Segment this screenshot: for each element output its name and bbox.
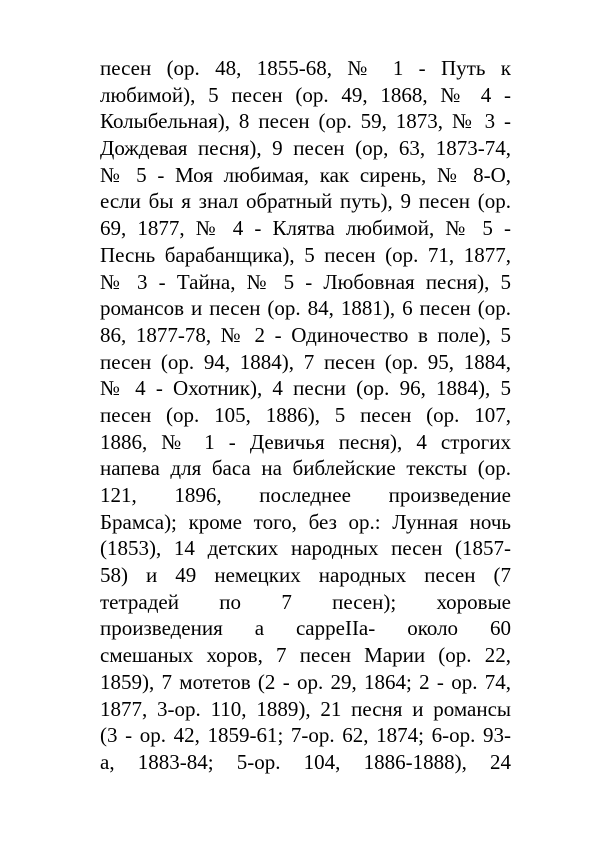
text-line: Брамса); кроме того, без ор.: Лунная ночь — [100, 509, 511, 534]
text-line: № 3 - Тайна, № 5 - Любовная песня), 5 — [100, 269, 511, 294]
text-line: песен (ор. 105, 1886), 5 песен (ор. 107, — [100, 402, 511, 427]
text-line: романсов и песен (ор. 84, 1881), 6 песен (ор. — [100, 296, 511, 321]
text-line: 121, 1896, последнее произведение — [100, 483, 511, 507]
text-line: тетрадей по 7 песен); хоровые — [100, 589, 511, 614]
text-line: № 4 - Охотник), 4 песни (ор. 96, 1884), 5 — [100, 376, 511, 401]
text-line: смешаных хоров, 7 песен Марии (ор. 22, — [100, 643, 511, 668]
text-line: произведения а cappeIIa- около 60 — [100, 616, 511, 641]
text-line: Дождевая песня), 9 песен (ор, 63, 1873-74, — [100, 136, 511, 161]
text-line: 1877, 3-ор. 110, 1889), 21 песня и романсы — [100, 696, 511, 721]
text-line: а, 1883-84; 5-ор. 104, 1886-1888), 24 — [100, 749, 511, 774]
text-line: если бы я знал обратный путь), 9 песен (ор. — [100, 189, 511, 214]
text-line: 1886, № 1 - Девичья песня), 4 строгих — [100, 429, 511, 454]
text-line: 1859), 7 мотетов (2 - ор. 29, 1864; 2 - ор. 74, — [100, 669, 511, 694]
text-line: песен (ор. 94, 1884), 7 песен (ор. 95, 1884, — [100, 349, 511, 374]
body-text — [100, 55, 511, 776]
text-line: 58) и 49 немецких народных песен (7 — [100, 563, 511, 588]
text-line: песен (ор. 48, 1855-68, № 1 - Путь к — [100, 56, 511, 80]
text-line: № 5 - Моя любимая, как сирень, № 8-О, — [100, 162, 511, 187]
text-line: 86, 1877-78, № 2 - Одиночество в поле), 5 — [100, 322, 511, 347]
text-line: (3 - ор. 42, 1859-61; 7-ор. 62, 1874; 6-ор. 93- — [100, 723, 511, 748]
text-line: 69, 1877, № 4 - Клятва любимой, № 5 - — [100, 216, 511, 241]
text-line: любимой), 5 песен (ор. 49, 1868, № 4 - — [100, 82, 511, 107]
text-line: напева для баса на библейские тексты (ор. — [100, 456, 511, 481]
text-line: Песнь барабанщика), 5 песен (ор. 71, 1877, — [100, 242, 511, 267]
text-line: Колыбельная), 8 песен (ор. 59, 1873, № 3 - — [100, 109, 511, 134]
text-line: (1853), 14 детских народных песен (1857- — [100, 536, 511, 561]
